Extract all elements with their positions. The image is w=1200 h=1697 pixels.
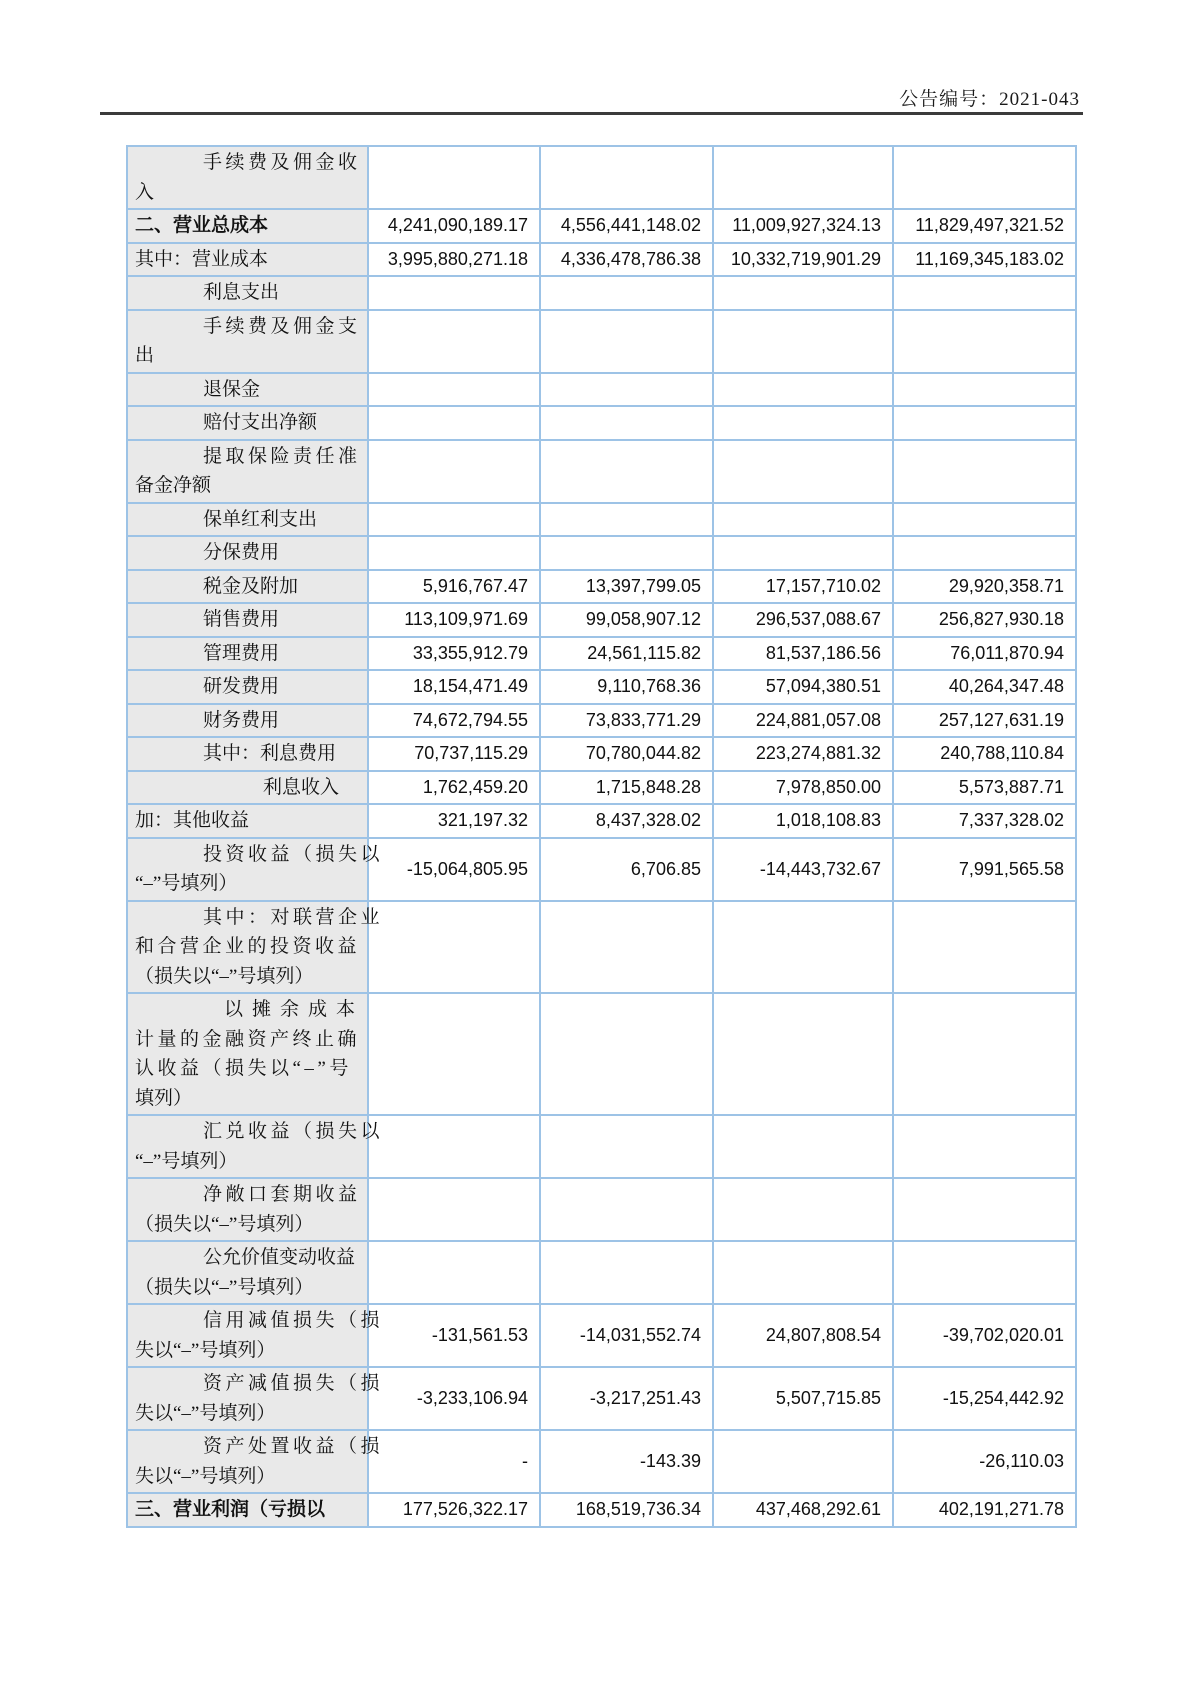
label-line: 以摊余成本 xyxy=(224,999,365,1020)
row-label-cell xyxy=(127,603,368,637)
value-cell: 8,437,328.02 xyxy=(540,804,713,838)
value-cell: 11,169,345,183.02 xyxy=(893,243,1076,277)
value-cell xyxy=(713,310,893,373)
table-row xyxy=(127,993,1076,1115)
table-row xyxy=(127,406,1076,440)
value-cell xyxy=(713,536,893,570)
value-cell: 5,573,887.71 xyxy=(893,771,1076,805)
value-cell: -143.39 xyxy=(540,1430,713,1493)
label-line: 失以“–”号填列） xyxy=(135,1402,276,1424)
row-label-cell xyxy=(127,804,368,838)
value-cell xyxy=(713,993,893,1115)
value-cell xyxy=(540,536,713,570)
label-line: （损失以“–”号填列） xyxy=(135,1276,314,1298)
label-line: 出 xyxy=(135,345,155,366)
value-cell xyxy=(893,536,1076,570)
value-cell: 81,537,186.56 xyxy=(713,637,893,671)
value-cell xyxy=(893,1178,1076,1241)
value-cell xyxy=(368,536,540,570)
table-row xyxy=(127,603,1076,637)
label-line: 其中：对联营企业 xyxy=(203,906,384,928)
value-cell xyxy=(368,503,540,537)
value-cell: 4,241,090,189.17 xyxy=(368,209,540,243)
table-row xyxy=(127,536,1076,570)
label-line: 手续费及佣金支 xyxy=(203,315,361,337)
label-line: （损失以“–”号填列） xyxy=(135,1213,314,1235)
value-cell xyxy=(368,901,540,994)
table-row xyxy=(127,704,1076,738)
value-cell xyxy=(893,503,1076,537)
value-cell: 24,807,808.54 xyxy=(713,1304,893,1367)
value-cell xyxy=(368,406,540,440)
row-label-cell xyxy=(127,503,368,537)
row-label-cell xyxy=(127,146,368,209)
value-cell xyxy=(540,276,713,310)
row-label-cell xyxy=(127,1115,384,1178)
row-label-cell xyxy=(127,670,368,704)
table-row xyxy=(127,1367,1076,1430)
label-line: 研发费用 xyxy=(203,676,280,697)
value-cell xyxy=(540,1178,713,1241)
value-cell: 223,274,881.32 xyxy=(713,737,893,771)
row-label-cell xyxy=(127,737,368,771)
value-cell xyxy=(540,146,713,209)
value-cell xyxy=(893,406,1076,440)
row-label-cell xyxy=(127,310,368,373)
income-statement-table xyxy=(126,145,1077,1528)
value-cell: -14,031,552.74 xyxy=(540,1304,713,1367)
value-cell: -3,233,106.94 xyxy=(368,1367,540,1430)
value-cell: 11,009,927,324.13 xyxy=(713,209,893,243)
value-cell xyxy=(713,146,893,209)
value-cell: -26,110.03 xyxy=(893,1430,1076,1493)
row-label-cell xyxy=(127,440,368,503)
value-cell: 7,991,565.58 xyxy=(893,838,1076,901)
label-line: 退保金 xyxy=(203,378,261,400)
value-cell: 321,197.32 xyxy=(368,804,540,838)
value-cell xyxy=(540,1241,713,1304)
label-line: 信用减值损失（损 xyxy=(203,1310,384,1331)
value-cell xyxy=(368,1178,540,1241)
value-cell xyxy=(893,276,1076,310)
value-cell: 9,110,768.36 xyxy=(540,670,713,704)
value-cell xyxy=(713,503,893,537)
label-line: 加：其他收益 xyxy=(135,810,250,831)
table-row xyxy=(127,243,1076,277)
value-cell: 73,833,771.29 xyxy=(540,704,713,738)
table-row xyxy=(127,146,1076,209)
value-cell: 3,995,880,271.18 xyxy=(368,243,540,277)
label-line: 分保费用 xyxy=(203,542,280,563)
value-cell: 17,157,710.02 xyxy=(713,570,893,604)
value-cell xyxy=(713,901,893,994)
value-cell: -15,064,805.95 xyxy=(368,838,540,901)
value-cell xyxy=(893,146,1076,209)
row-label-cell xyxy=(127,993,368,1115)
value-cell xyxy=(713,1178,893,1241)
label-line: “–”号填列） xyxy=(135,1150,238,1172)
value-cell: -15,254,442.92 xyxy=(893,1367,1076,1430)
label-line: 税金及附加 xyxy=(203,575,299,597)
value-cell: 168,519,736.34 xyxy=(540,1493,713,1527)
value-cell xyxy=(540,406,713,440)
label-line: 失以“–”号填列） xyxy=(135,1339,276,1361)
table-row xyxy=(127,503,1076,537)
label-line: 和合营企业的投资收益 xyxy=(135,936,361,957)
row-label-cell xyxy=(127,1493,368,1527)
value-cell: 1,715,848.28 xyxy=(540,771,713,805)
value-cell xyxy=(540,993,713,1115)
label-line: 二、营业总成本 xyxy=(135,215,269,236)
row-label-cell xyxy=(127,901,384,994)
table-row xyxy=(127,637,1076,671)
value-cell xyxy=(540,503,713,537)
value-cell: 6,706.85 xyxy=(540,838,713,901)
value-cell: 7,337,328.02 xyxy=(893,804,1076,838)
value-cell: 70,737,115.29 xyxy=(368,737,540,771)
label-line: 利息收入 xyxy=(263,776,340,798)
value-cell xyxy=(540,1115,713,1178)
label-line: 计量的金融资产终止确 xyxy=(135,1028,361,1050)
label-line: 公允价值变动收益 xyxy=(203,1247,356,1268)
row-label-cell xyxy=(127,1304,384,1367)
label-line: 利息支出 xyxy=(203,282,280,303)
row-label-cell xyxy=(127,771,368,805)
value-cell: 4,556,441,148.02 xyxy=(540,209,713,243)
value-cell: 4,336,478,786.38 xyxy=(540,243,713,277)
label-line: 失以“–”号填列） xyxy=(135,1465,276,1487)
row-label-cell xyxy=(127,1178,368,1241)
value-cell xyxy=(540,310,713,373)
value-cell xyxy=(368,276,540,310)
label-line: 财务费用 xyxy=(203,709,280,731)
label-line: 其中：利息费用 xyxy=(203,743,337,764)
value-cell xyxy=(893,901,1076,994)
table-row xyxy=(127,373,1076,407)
row-label-cell xyxy=(127,1430,384,1493)
value-cell: 13,397,799.05 xyxy=(540,570,713,604)
value-cell xyxy=(540,440,713,503)
value-cell xyxy=(368,1241,540,1304)
value-cell xyxy=(893,373,1076,407)
label-line: 资产处置收益（损 xyxy=(203,1436,384,1457)
value-cell: -131,561.53 xyxy=(368,1304,540,1367)
value-cell: 70,780,044.82 xyxy=(540,737,713,771)
table-row xyxy=(127,1178,1076,1241)
value-cell xyxy=(713,276,893,310)
table-row xyxy=(127,1241,1076,1304)
value-cell: 257,127,631.19 xyxy=(893,704,1076,738)
value-cell: 10,332,719,901.29 xyxy=(713,243,893,277)
value-cell: 11,829,497,321.52 xyxy=(893,209,1076,243)
row-label-cell xyxy=(127,704,368,738)
value-cell xyxy=(893,993,1076,1115)
income-statement-body xyxy=(127,146,1076,1527)
value-cell: 5,916,767.47 xyxy=(368,570,540,604)
value-cell: 76,011,870.94 xyxy=(893,637,1076,671)
value-cell: 113,109,971.69 xyxy=(368,603,540,637)
value-cell: 57,094,380.51 xyxy=(713,670,893,704)
table-row xyxy=(127,838,1076,901)
row-label-cell xyxy=(127,637,368,671)
header-divider xyxy=(100,112,1083,115)
table-row xyxy=(127,901,1076,994)
label-line: 备金净额 xyxy=(135,475,212,496)
value-cell: 7,978,850.00 xyxy=(713,771,893,805)
label-line: “–”号填列） xyxy=(135,873,238,894)
value-cell xyxy=(368,146,540,209)
value-cell: - xyxy=(368,1430,540,1493)
label-line: 投资收益（损失以 xyxy=(203,843,384,865)
label-line: 三、营业利润（亏损以 xyxy=(135,1499,326,1520)
value-cell: 24,561,115.82 xyxy=(540,637,713,671)
row-label-cell xyxy=(127,570,368,604)
value-cell: 437,468,292.61 xyxy=(713,1493,893,1527)
value-cell: 99,058,907.12 xyxy=(540,603,713,637)
row-label-cell xyxy=(127,536,368,570)
value-cell xyxy=(893,310,1076,373)
table-row xyxy=(127,209,1076,243)
label-line: 其中：营业成本 xyxy=(135,248,269,270)
value-cell xyxy=(893,1241,1076,1304)
value-cell xyxy=(540,373,713,407)
value-cell: 224,881,057.08 xyxy=(713,704,893,738)
row-label-cell xyxy=(127,373,368,407)
value-cell: 240,788,110.84 xyxy=(893,737,1076,771)
value-cell xyxy=(713,406,893,440)
value-cell xyxy=(368,373,540,407)
value-cell: 1,762,459.20 xyxy=(368,771,540,805)
value-cell xyxy=(368,1115,540,1178)
value-cell xyxy=(368,993,540,1115)
label-line: 净敞口套期收益 xyxy=(203,1184,361,1205)
table-row xyxy=(127,1493,1076,1527)
table-row xyxy=(127,440,1076,503)
label-line: 保单红利支出 xyxy=(203,508,318,530)
label-line: 填列） xyxy=(135,1087,193,1109)
table-row xyxy=(127,310,1076,373)
value-cell: 74,672,794.55 xyxy=(368,704,540,738)
announcement-number: 公告编号：2021-043 xyxy=(899,89,1080,110)
row-label-cell xyxy=(127,276,368,310)
table-row xyxy=(127,1115,1076,1178)
value-cell xyxy=(713,440,893,503)
value-cell: 402,191,271.78 xyxy=(893,1493,1076,1527)
value-cell: 18,154,471.49 xyxy=(368,670,540,704)
value-cell: -39,702,020.01 xyxy=(893,1304,1076,1367)
row-label-cell xyxy=(127,209,368,243)
label-line: （损失以“–”号填列） xyxy=(135,965,314,987)
value-cell xyxy=(540,901,713,994)
row-label-cell xyxy=(127,243,368,277)
value-cell: 29,920,358.71 xyxy=(893,570,1076,604)
label-line: 资产减值损失（损 xyxy=(203,1373,384,1394)
label-line: 手续费及佣金收 xyxy=(203,152,361,173)
value-cell xyxy=(713,1241,893,1304)
value-cell: 177,526,322.17 xyxy=(368,1493,540,1527)
table-row xyxy=(127,737,1076,771)
value-cell xyxy=(368,310,540,373)
row-label-cell xyxy=(127,406,368,440)
label-line: 汇兑收益（损失以 xyxy=(203,1121,384,1142)
row-label-cell xyxy=(127,1241,368,1304)
label-line: 管理费用 xyxy=(203,642,280,664)
value-cell: -14,443,732.67 xyxy=(713,838,893,901)
label-line: 提取保险责任准 xyxy=(203,445,361,467)
table-row xyxy=(127,1430,1076,1493)
value-cell xyxy=(713,373,893,407)
value-cell xyxy=(893,440,1076,503)
label-line: 入 xyxy=(135,181,155,203)
value-cell: 40,264,347.48 xyxy=(893,670,1076,704)
row-label-cell xyxy=(127,838,384,901)
table-row xyxy=(127,276,1076,310)
value-cell: 1,018,108.83 xyxy=(713,804,893,838)
value-cell: 5,507,715.85 xyxy=(713,1367,893,1430)
row-label-cell xyxy=(127,1367,384,1430)
value-cell xyxy=(893,1115,1076,1178)
table-row xyxy=(127,771,1076,805)
value-cell xyxy=(713,1115,893,1178)
value-cell: -3,217,251.43 xyxy=(540,1367,713,1430)
value-cell xyxy=(368,440,540,503)
table-row xyxy=(127,570,1076,604)
value-cell: 256,827,930.18 xyxy=(893,603,1076,637)
table-row xyxy=(127,1304,1076,1367)
label-line: 赔付支出净额 xyxy=(203,412,318,433)
table-row xyxy=(127,670,1076,704)
value-cell xyxy=(713,1430,893,1493)
value-cell: 296,537,088.67 xyxy=(713,603,893,637)
table-row xyxy=(127,804,1076,838)
label-line: 销售费用 xyxy=(203,609,280,630)
value-cell: 33,355,912.79 xyxy=(368,637,540,671)
label-line: 认收益（损失以“–”号 xyxy=(135,1058,352,1079)
